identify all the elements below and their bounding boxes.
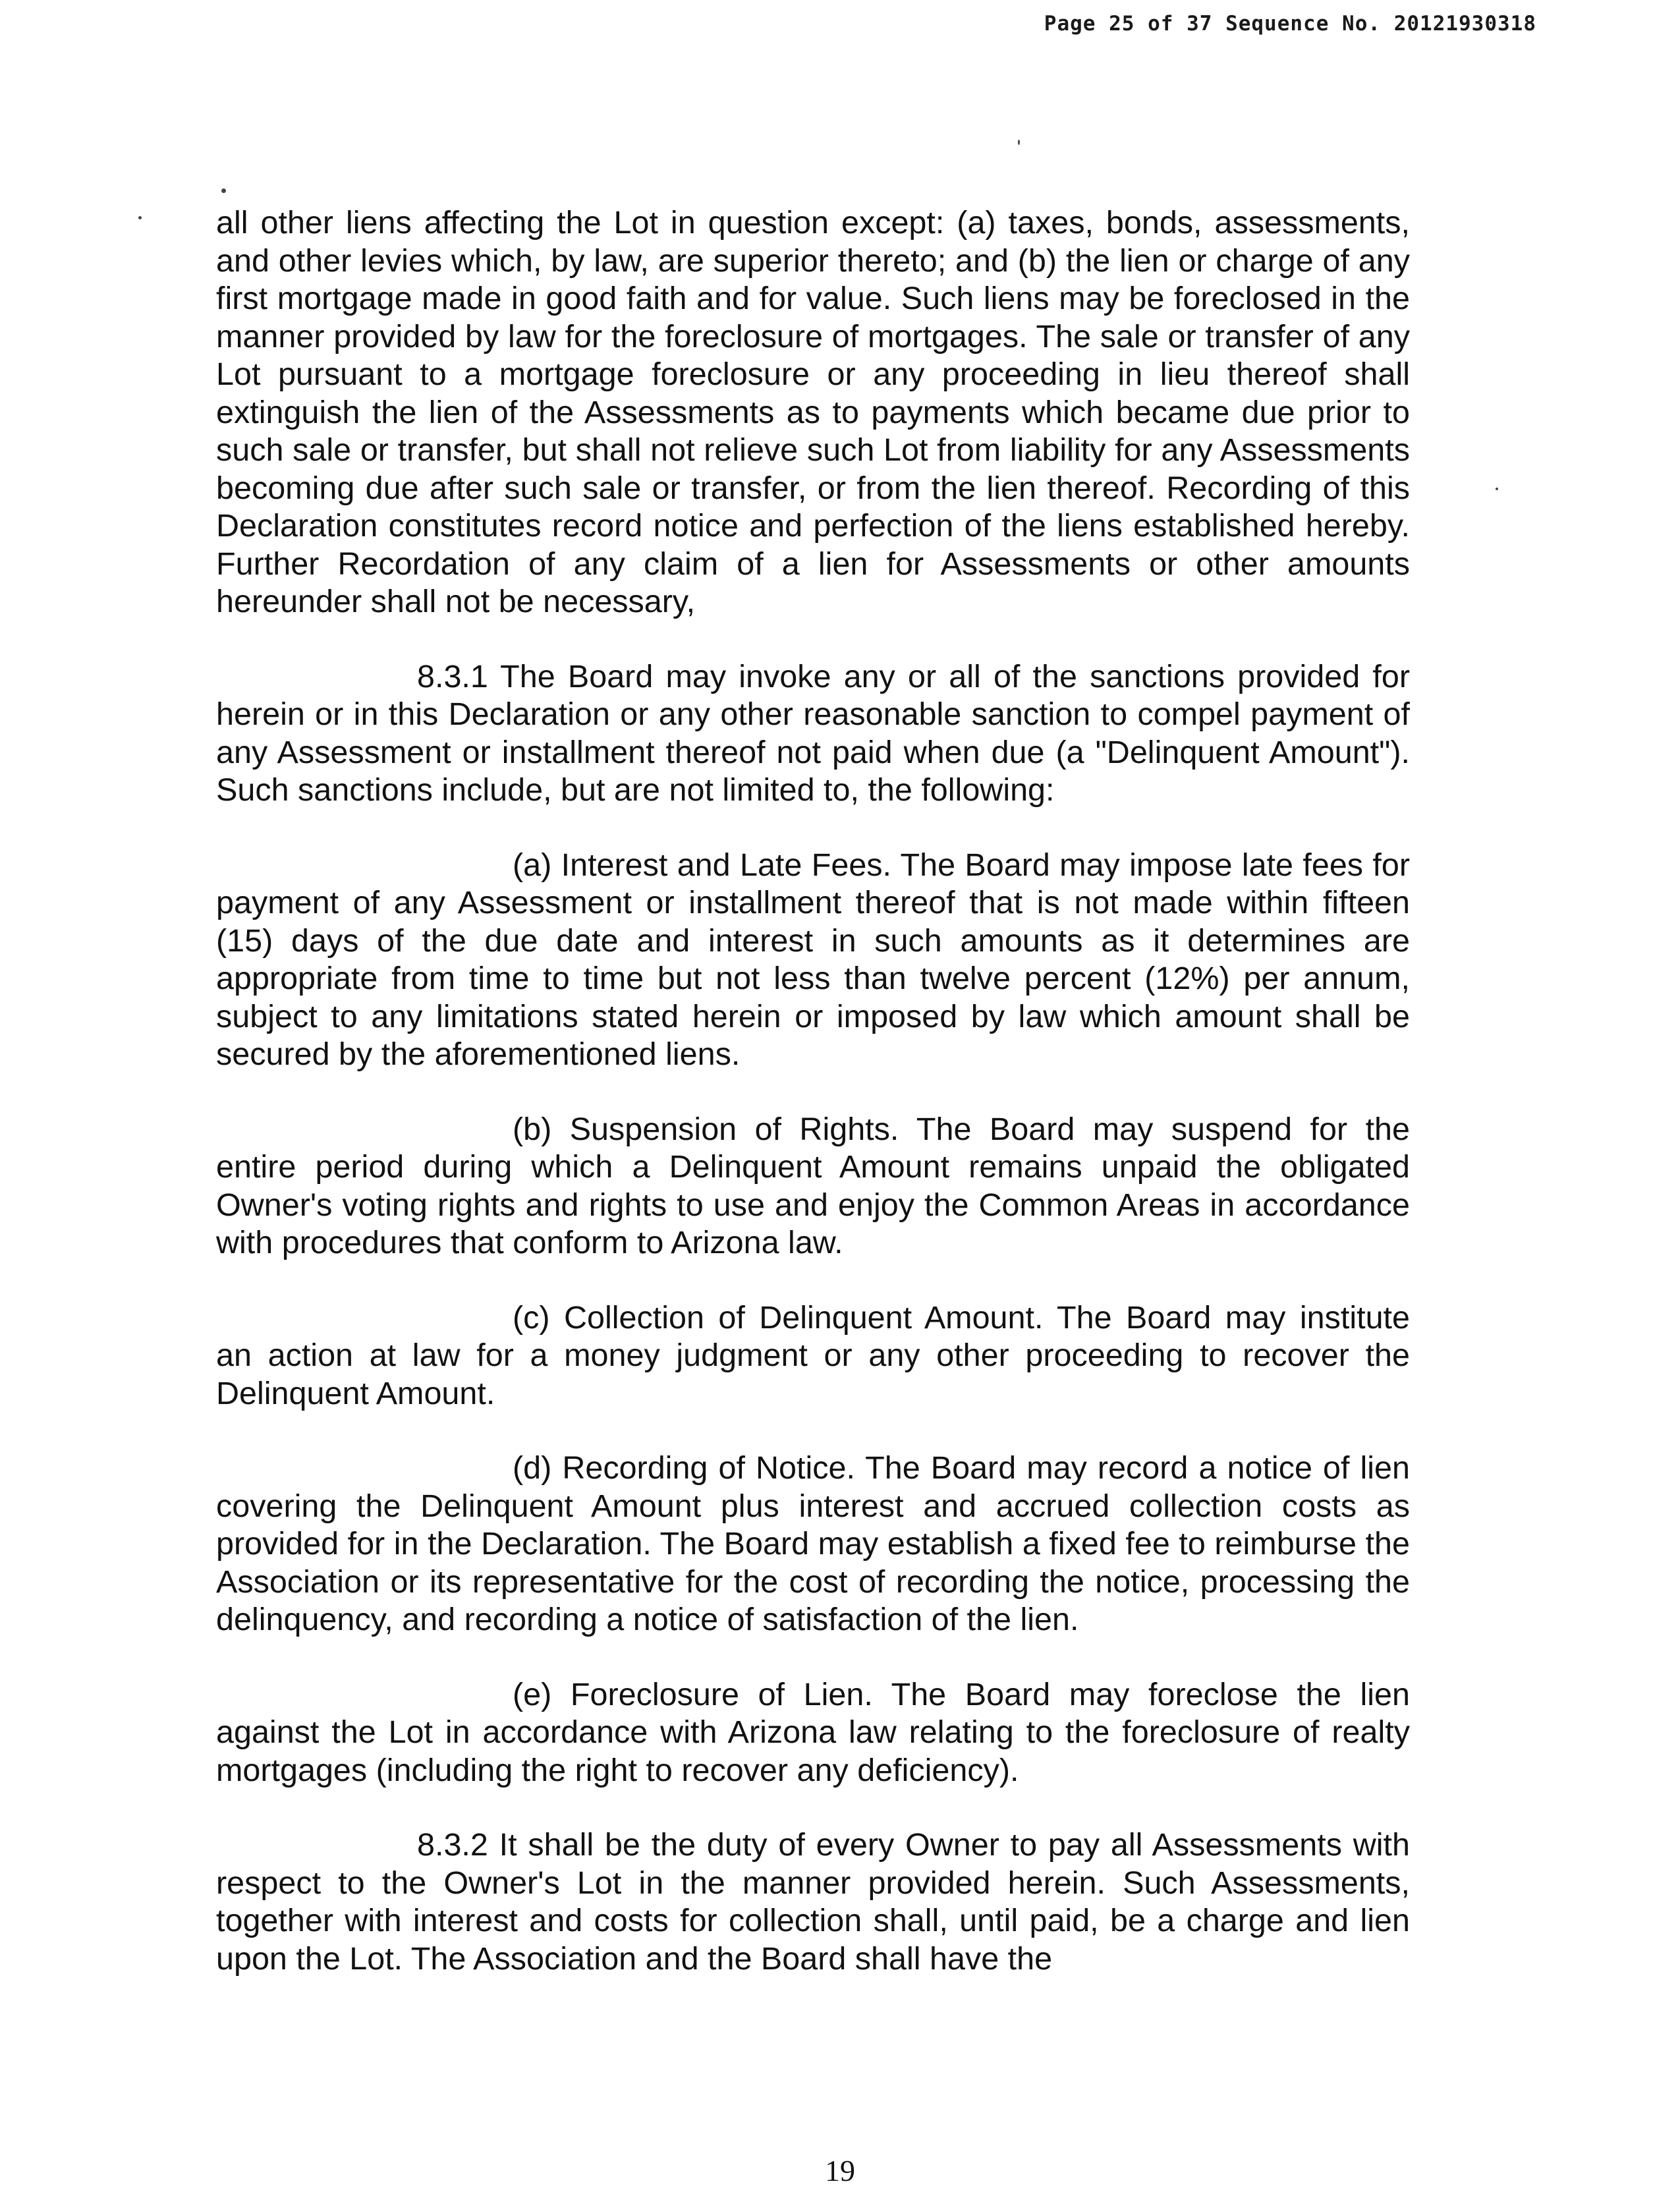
page-sequence-header: Page 25 of 37 Sequence No. 20121930318 — [1044, 12, 1536, 36]
paragraph-d-recording-of-notice: (d) Recording of Notice. The Board may record a notice of lien covering the Delinquent Amount plus interest and accrued collection costs as provided for in the Declaration. The Board may establish a fixed fee to reimburse the Association or its representative for the cost of recording the notice, processing the delinquency, and recording a notice of satisfaction of the lien. — [216, 1450, 1410, 1637]
paragraph-c-collection: (c) Collection of Delinquent Amount. The Board may institute an action at law for a money judgment or any other proceeding to recover the Delinquent Amount. — [216, 1299, 1410, 1411]
scan-speck — [221, 188, 226, 193]
paragraph-8-3-1: 8.3.1 The Board may invoke any or all of the sanctions provided for herein or in this Declaration or any other reasonable sanction to compel payment of any Assessment or installment thereof not paid when due (a "Delinquent Amount"). Such sanctions include, but are not limited to, the following: — [216, 658, 1410, 808]
scan-speck — [138, 216, 142, 219]
paragraph-b-suspension-of-rights: (b) Suspension of Rights. The Board may suspend for the entire period during which a Delinquent Amount remains unpaid the obligated Owner's voting rights and rights to use and enjoy the Common Areas in accordance with procedures that conform to Arizona law. — [216, 1111, 1410, 1260]
paragraph-a-interest-late-fees: (a) Interest and Late Fees. The Board may impose late fees for payment of any Assessment or installment thereof that is not made within fifteen (15) days of the due date and interest in such amounts as it determines are appropriate from time to time but not less than twelve percent (12%) per annum, subject to any limitations stated herein or imposed by law which amount shall be secured by the aforementioned liens. — [216, 847, 1410, 1072]
scan-speck — [1496, 488, 1498, 490]
document-body — [216, 204, 1410, 2015]
paragraph-e-foreclosure-of-lien: (e) Foreclosure of Lien. The Board may foreclose the lien against the Lot in accordance with Arizona law relating to the foreclosure of realty mortgages (including the right to recover any deficiency). — [216, 1676, 1410, 1788]
scan-speck — [1018, 140, 1020, 145]
paragraph-8-3-2: 8.3.2 It shall be the duty of every Owner to pay all Assessments with respect to the Owner's Lot in the manner provided herein. Such Assessments, together with interest and costs for collection shall, until paid, be a charge and lien upon the Lot. The Association and the Board shall have the — [216, 1827, 1410, 1977]
page-number: 19 — [825, 2154, 855, 2187]
paragraph-lien-continuation: all other liens affecting the Lot in question except: (a) taxes, bonds, assessments, and other levies which, by law, are superior thereto; and (b) the lien or charge of any first mortgage made in good faith and for value. Such liens may be foreclosed in the manner provided by law for the foreclosure of mortgages. The sale or transfer of any Lot pursuant to a mortgage foreclosure or any proceeding in lieu thereof shall extinguish the lien of the Assessments as to payments which became due prior to such sale or transfer, but shall not relieve such Lot from liability for any Assessments becoming due after such sale or transfer, or from the lien thereof. Recording of this Declaration constitutes record notice and perfection of the liens established hereby. Further Recordation of any claim of a lien for Assessments or other amounts hereunder shall not be necessary, — [216, 205, 1410, 619]
